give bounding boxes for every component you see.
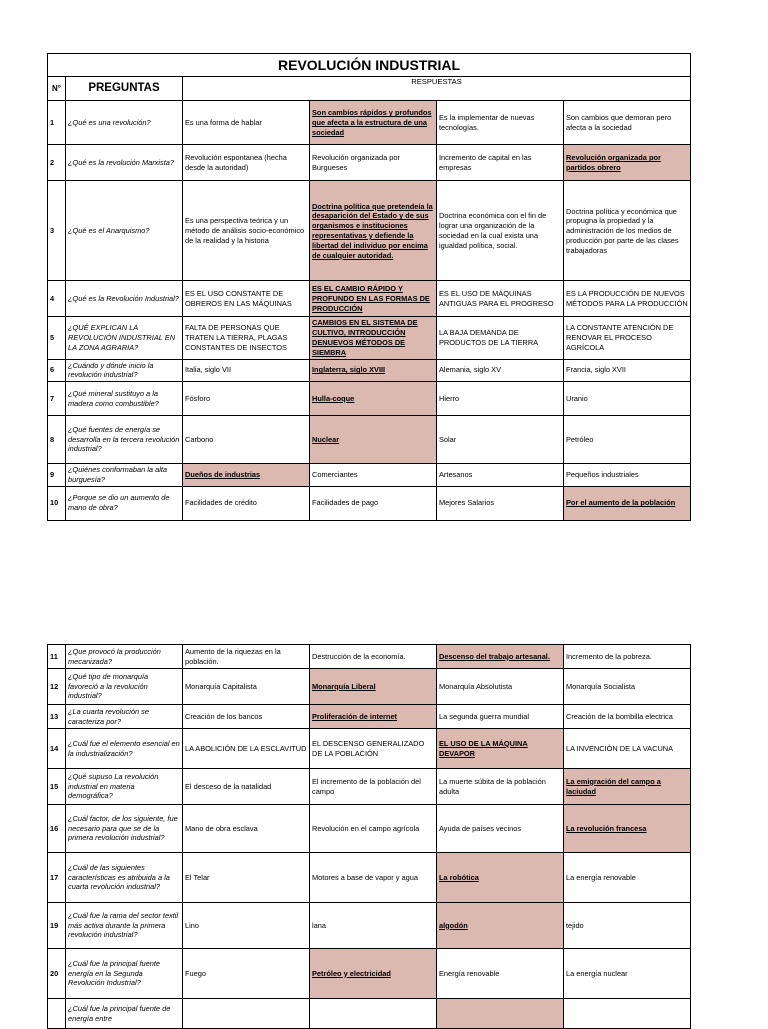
answer-option: Es una perspectiva teórica y un método de análisis socio-económico de la realidad y la historia <box>183 181 310 281</box>
question-number: 6 <box>48 359 66 382</box>
answer-option: Comerciantes <box>310 464 437 487</box>
answer-option: El desceso de la natalidad <box>183 769 310 805</box>
answer-option-correct <box>310 705 437 729</box>
question-text: ¿Qué mineral sustituyo a la madera como combustible? <box>66 382 183 416</box>
header-questions: PREGUNTAS <box>66 77 183 101</box>
answer-option: Artesanos <box>437 464 564 487</box>
header-number: N° <box>48 77 66 101</box>
answer-option-correct <box>437 645 564 669</box>
table-row <box>48 769 691 805</box>
question-text: ¿Que provocó la producción mecanizada? <box>66 645 183 669</box>
correct-answer-text: La revolución francesa <box>566 823 647 833</box>
correct-answer-text: La robótica <box>439 872 479 882</box>
answer-option: LA CONSTANTE ATENCIÓN DE RENOVAR EL PROCESO AGRÍCOLA <box>564 317 691 359</box>
table-row <box>48 669 691 705</box>
answer-option: Petróleo <box>564 416 691 464</box>
question-text: ¿Cuál fue la principal fuente de energía entre <box>66 999 183 1029</box>
table-row <box>48 729 691 769</box>
question-number: 11 <box>48 645 66 669</box>
question-text: ¿Quiénes conformaban la alta burguesía? <box>66 464 183 487</box>
table-title: REVOLUCIÓN INDUSTRIAL <box>48 54 691 77</box>
answer-option: La muerte súbita de la población adulta <box>437 769 564 805</box>
answer-option: Es la implementar de nuevas tecnologías. <box>437 101 564 145</box>
question-number: 14 <box>48 729 66 769</box>
correct-answer-text: Monarquía Liberal <box>312 681 376 691</box>
question-number: 17 <box>48 853 66 903</box>
answer-option: ES LA PRODUCCIÓN DE NUEVOS MÉTODOS PARA LA PRODUCCIÓN <box>564 281 691 317</box>
answer-option-correct <box>310 317 437 359</box>
correct-answer-text: Doctrina política que pretendeía la desaparición del Estado y de sus organismos e instituciones representativas y defiende la libertad del individuo por encima de cualquier autoridad. <box>312 201 433 260</box>
question-number: 1 <box>48 101 66 145</box>
question-number: 19 <box>48 903 66 949</box>
answer-option: Incremento de la pobreza. <box>564 645 691 669</box>
questions-table-1 <box>47 53 691 521</box>
answer-option: Carbono <box>183 416 310 464</box>
answer-option: La segunda guerra mundial <box>437 705 564 729</box>
question-number: 2 <box>48 145 66 181</box>
question-number: 4 <box>48 281 66 317</box>
question-number: 9 <box>48 464 66 487</box>
answer-option-correct <box>310 382 437 416</box>
questions-table-2 <box>47 644 691 1029</box>
answer-option: Hierro <box>437 382 564 416</box>
table-row <box>48 317 691 359</box>
answer-option-correct <box>564 769 691 805</box>
answer-option-correct <box>310 416 437 464</box>
question-text: ¿Porque se dio un aumento de mano de obra? <box>66 486 183 520</box>
table-row <box>48 464 691 487</box>
answer-option: Revolución espontanea (hecha desde la autoridad) <box>183 145 310 181</box>
question-text: ¿Cuál fue el elemento esencial en la industrialización? <box>66 729 183 769</box>
answer-option: Facilidades de crédito <box>183 486 310 520</box>
answer-option-correct <box>437 853 564 903</box>
question-number <box>48 999 66 1029</box>
answer-option <box>564 999 691 1029</box>
correct-answer-text: Revolución organizada por partidos obrero <box>566 153 661 172</box>
question-text: ¿Qué es la Revolución Industrial? <box>66 281 183 317</box>
answer-option: Monarquía Absolutista <box>437 669 564 705</box>
header-answers-spacer <box>183 91 691 101</box>
table-row <box>48 486 691 520</box>
answer-option-correct <box>437 729 564 769</box>
answer-option: La energía renovable <box>564 853 691 903</box>
answer-option: Es una forma de hablar <box>183 101 310 145</box>
answer-option: Revolución organizada por Burgueses <box>310 145 437 181</box>
answer-option: La energía nuclear <box>564 949 691 999</box>
correct-answer-text: EL USO DE LA MÁQUINA DEVAPOR <box>439 738 528 758</box>
question-number: 20 <box>48 949 66 999</box>
answer-option: Aumento de la riquezas en la población. <box>183 645 310 669</box>
answer-option-correct <box>310 359 437 382</box>
answer-option-correct <box>437 999 564 1029</box>
answer-option: Ayuda de países vecinos <box>437 805 564 853</box>
question-number: 15 <box>48 769 66 805</box>
answer-option: Fuego <box>183 949 310 999</box>
answer-option: LA INVENCIÓN DE LA VACUNA <box>564 729 691 769</box>
correct-answer-text: Son cambios rápidos y profundos que afecta a la estructura de una sociedad <box>312 108 432 137</box>
answer-option: ES EL USO DE MÁQUINAS ANTIGUAS PARA EL PROGRESO <box>437 281 564 317</box>
question-number: 10 <box>48 486 66 520</box>
question-text: ¿Qué supuso La revolución industrial en materia demográfica? <box>66 769 183 805</box>
table-row <box>48 181 691 281</box>
answer-option: Solar <box>437 416 564 464</box>
correct-answer-text: La emigración del campo a laciudad <box>566 776 661 796</box>
answer-option-correct <box>310 281 437 317</box>
answer-option-correct <box>310 101 437 145</box>
question-number: 8 <box>48 416 66 464</box>
answer-option: Creación de los bancos <box>183 705 310 729</box>
answer-option: Lino <box>183 903 310 949</box>
question-text: ¿Qué es una revolución? <box>66 101 183 145</box>
table-row <box>48 382 691 416</box>
table-row <box>48 281 691 317</box>
correct-answer-text: Dueños de industrias <box>185 469 261 479</box>
answer-option: Son cambios que demoran pero afecta a la sociedad <box>564 101 691 145</box>
table-row <box>48 145 691 181</box>
answer-option-correct <box>564 145 691 181</box>
answer-option: Doctrina económica con el fin de lograr una organización de la sociedad en la cual exista una igualdad política, social. <box>437 181 564 281</box>
correct-answer-text: Proliferación de internet <box>312 711 398 721</box>
answer-option: Fósforo <box>183 382 310 416</box>
answer-option-correct <box>437 903 564 949</box>
answer-option: LA BAJA DEMANDA DE PRODUCTOS DE LA TIERRA <box>437 317 564 359</box>
answer-option: lana <box>310 903 437 949</box>
answer-option: Mano de obra esclava <box>183 805 310 853</box>
answer-option-correct <box>183 464 310 487</box>
question-number: 16 <box>48 805 66 853</box>
answer-option: Monarquía Socialista <box>564 669 691 705</box>
answer-option-correct <box>564 805 691 853</box>
answer-option: Pequeños industriales <box>564 464 691 487</box>
answer-option: Italia, siglo VII <box>183 359 310 382</box>
answer-option: EL DESCENSO GENERALIZADO DE LA POBLACIÓN <box>310 729 437 769</box>
answer-option: El incremento de la población del campo <box>310 769 437 805</box>
correct-answer-text: Por el aumento de la población <box>566 498 676 508</box>
table-row <box>48 101 691 145</box>
question-text: ¿Cuándo y dónde inicio la revolución industrial? <box>66 359 183 382</box>
answer-option: Doctrina política y económica que propugna la propiedad y la administración de los medios de producción por parte de las clases trabajadoras <box>564 181 691 281</box>
answer-option: Monarquía Capitalista <box>183 669 310 705</box>
answer-option-correct <box>310 181 437 281</box>
question-number: 5 <box>48 317 66 359</box>
answer-option: Incremento de capital en las empresas <box>437 145 564 181</box>
answer-option: El Telar <box>183 853 310 903</box>
answer-option: FALTA DE PERSONAS QUE TRATEN LA TIERRA, PLAGAS CONSTANTES DE INSECTOS <box>183 317 310 359</box>
correct-answer-text: CAMBIOS EN EL SISTEMA DE CULTIVO, INTRODUCCIÓN DENUEVOS MÉTODOS DE SIEMBRA <box>312 318 418 357</box>
answer-option: Uranio <box>564 382 691 416</box>
answer-option: Facilidades de pago <box>310 486 437 520</box>
question-text: ¿Cuál de las siguientes características es atribuida a la cuarta revolución industrial? <box>66 853 183 903</box>
answer-option: Motores a base de vapor y agua <box>310 853 437 903</box>
answer-option: Creación de la bombilla electrica <box>564 705 691 729</box>
table-row <box>48 999 691 1029</box>
answer-option-correct <box>310 949 437 999</box>
question-number: 3 <box>48 181 66 281</box>
correct-answer-text: ES EL CAMBIO RÁPIDO Y PROFUNDO EN LAS FORMAS DE PRODUCCIÓN <box>312 284 430 313</box>
question-number: 12 <box>48 669 66 705</box>
question-text: ¿Cuál factor, de los siguiente, fue necesario para que se de la primera revolución industrial? <box>66 805 183 853</box>
answer-option-correct <box>564 486 691 520</box>
question-text: ¿QUÉ EXPLICAN LA REVOLUCIÓN INDUSTRIAL EN LA ZONA AGRARIA? <box>66 317 183 359</box>
correct-answer-text: Descenso del trabajo artesanal. <box>439 651 550 661</box>
table-row <box>48 359 691 382</box>
table-row <box>48 705 691 729</box>
question-text: ¿Qué es el Anarquismo? <box>66 181 183 281</box>
question-text: ¿Qué es la revolución Marxista? <box>66 145 183 181</box>
table-row <box>48 645 691 669</box>
answer-option: Revolución en el campo agrícola <box>310 805 437 853</box>
correct-answer-text: Petróleo y electricidad <box>312 968 391 978</box>
question-number: 13 <box>48 705 66 729</box>
answer-option: Francia, siglo XVII <box>564 359 691 382</box>
question-text: ¿Qué fuentes de energía se desarrolla en la tercera revolución industrial? <box>66 416 183 464</box>
answer-option <box>183 999 310 1029</box>
answer-option: Destrucción de la economía. <box>310 645 437 669</box>
answer-option: Mejores Salarios <box>437 486 564 520</box>
answer-option: tejido <box>564 903 691 949</box>
correct-answer-text: Hulla-coque <box>312 393 355 403</box>
answer-option <box>310 999 437 1029</box>
table-row <box>48 853 691 903</box>
answer-option: ES EL USO CONSTANTE DE OBREROS EN LAS MÁQUINAS <box>183 281 310 317</box>
correct-answer-text: Nuclear <box>312 434 340 444</box>
header-answers: RESPUESTAS <box>183 77 691 91</box>
table-row <box>48 805 691 853</box>
answer-option: Energía renovable <box>437 949 564 999</box>
correct-answer-text: algodón <box>439 920 468 930</box>
question-text: ¿Cuál fue la principal fuente energía en la Segunda Revolución Industrial? <box>66 949 183 999</box>
question-text: ¿Cuál fue la rama del sector textil más activa durante la primera revolución industrial? <box>66 903 183 949</box>
table-row <box>48 949 691 999</box>
table-row <box>48 903 691 949</box>
question-text: ¿La cuarta revolución se caracteriza por? <box>66 705 183 729</box>
answer-option: LA ABOLICIÓN DE LA ESCLAVITUD <box>183 729 310 769</box>
answer-option: Alemania, siglo XV <box>437 359 564 382</box>
correct-answer-text: Inglaterra, siglo XVIII <box>312 365 386 375</box>
question-number: 7 <box>48 382 66 416</box>
question-text: ¿Qué tipo de monarquía favoreció a la revolución industrial? <box>66 669 183 705</box>
answer-option-correct <box>310 669 437 705</box>
table-row <box>48 416 691 464</box>
